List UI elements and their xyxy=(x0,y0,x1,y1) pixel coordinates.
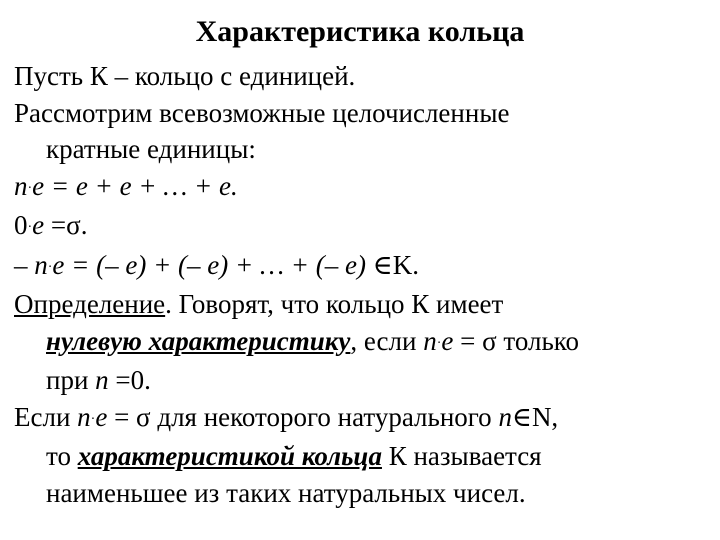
text-if: Если xyxy=(14,401,78,432)
term-zero-characteristic: нулевую характеристику xyxy=(46,325,351,356)
mult-dot: · xyxy=(90,411,96,427)
slide-title: Характеристика кольца xyxy=(195,15,525,48)
when-n-zero-line xyxy=(14,362,714,399)
element-of-symbol: ∈ xyxy=(372,249,393,280)
text-when: при xyxy=(46,365,96,395)
line-ring-intro: Пусть К – кольцо с единицей. xyxy=(14,61,356,91)
formula-rest: e = (– e) + (– e) + … + (– e) xyxy=(52,249,373,280)
mult-dot: · xyxy=(47,259,53,275)
var-e: e xyxy=(441,325,454,356)
naturals-symbol: N, xyxy=(531,401,559,432)
text-only: = σ только xyxy=(453,325,580,356)
var-n: n xyxy=(423,325,437,356)
formula-neg-n-e xyxy=(14,247,714,287)
term-ring-characteristic: характеристикой кольца xyxy=(77,441,382,471)
var-e: e xyxy=(32,210,45,240)
characteristic-definition-line xyxy=(14,438,714,475)
text-then: то xyxy=(46,441,78,471)
minus: – xyxy=(14,249,35,280)
text-called: К называется xyxy=(381,441,542,471)
zero: 0 xyxy=(14,210,28,240)
var-n: n xyxy=(95,365,109,395)
if-line xyxy=(14,399,714,439)
definition-line xyxy=(14,286,714,323)
text-eq-zero: =0. xyxy=(108,365,151,395)
definition-label: Определение xyxy=(14,289,166,319)
mult-dot: · xyxy=(436,335,442,351)
zero-characteristic-line xyxy=(14,323,714,363)
text-for-some: = σ для некоторого натурального xyxy=(107,401,499,432)
formula-rest: e = e + e + … + e. xyxy=(32,170,238,201)
smallest-number-line: наименьшее из таких натуральных чисел. xyxy=(46,477,526,508)
line-multiples: кратные единицы: xyxy=(46,134,256,164)
var-n: n xyxy=(498,401,512,432)
mult-dot: · xyxy=(27,220,33,235)
text-if: , если xyxy=(350,325,424,356)
line-consider: Рассмотрим всевозможные целочисленные xyxy=(14,97,510,128)
mult-dot: · xyxy=(27,180,33,196)
element-of-symbol: ∈ xyxy=(511,401,532,432)
formula-n-e xyxy=(14,168,714,208)
formula-rest: =σ. xyxy=(44,210,88,240)
slide-body xyxy=(14,58,714,511)
definition-text: . Говорят, что кольцо К имеет xyxy=(165,289,504,319)
var-n: n xyxy=(34,249,48,280)
formula-zero-e xyxy=(14,207,714,247)
var-n: n xyxy=(14,170,28,201)
var-n: n xyxy=(77,401,91,432)
var-e: e xyxy=(95,401,108,432)
ring-symbol: K. xyxy=(392,249,419,280)
